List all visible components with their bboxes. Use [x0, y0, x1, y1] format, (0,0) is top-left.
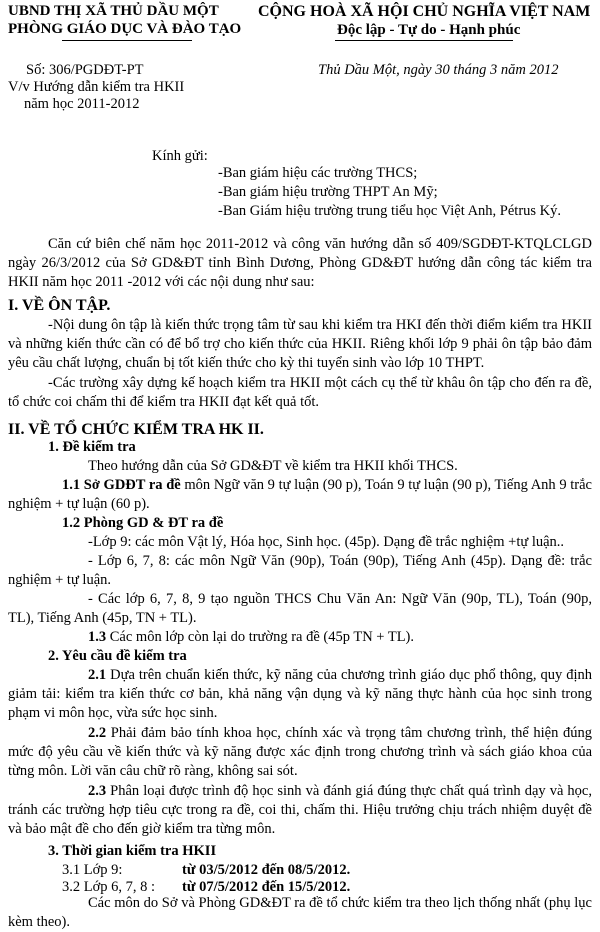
item-2-3-text: Phân loại được trình độ học sinh và đánh giá đúng thực chất quá trình dạy và học, tránh các trường hợp tiêu cực trong ra đề, coi thi, chấm thi. Hiệu trưởng chịu trách nhiệm duyệt đề và bảo mật đề cho đến giờ kiểm tra từng môn.: [8, 783, 592, 837]
department-underline: [62, 40, 192, 41]
place-date: Thủ Dầu Một, ngày 30 tháng 3 năm 2012: [318, 62, 559, 78]
item-2-1-label: 2.1: [88, 667, 107, 683]
subsection-1-title: 1. Đề kiểm tra: [48, 439, 136, 455]
timing-grade9-label: 3.1 Lớp 9:: [62, 862, 123, 878]
item-1-1-text: môn Ngữ văn 9 tự luận (90 p), Toán 9 tự luận (90 p), Tiếng Anh 9 trắc nghiệm + tự luận (60 p).: [8, 477, 592, 512]
timing-grade9-value: từ 03/5/2012 đến 08/5/2012.: [182, 862, 351, 878]
intro-paragraph: Căn cứ biên chế năm học 2011-2012 và công văn hướng dẫn số 409/SGDĐT-KTQLCLGD ngày 26/3/2012 của Sở GD&ĐT tỉnh Bình Dương, Phòng GD&ĐT hướng dẫn công tác kiểm tra HKII năm học 2011 -2012 với các nội dung như sau:: [8, 236, 592, 290]
subsection-2-title: 2. Yêu cầu đề kiểm tra: [48, 648, 187, 664]
item-1-2-grade9: -Lớp 9: các môn Vật lý, Hóa học, Sinh học. (45p). Dạng đề trắc nghiệm +tự luận..: [88, 534, 565, 550]
national-title: CỘNG HOÀ XÃ HỘI CHỦ NGHĨA VIỆT NAM: [258, 3, 591, 20]
item-1-2-chu-van-an: - Các lớp 6, 7, 8, 9 tạo nguồn THCS Chu Văn An: Ngữ Văn (90p, TL), Toán (90p, TL), Tiếng Anh (45p, TN + TL).: [8, 591, 592, 626]
section-1-paragraph-2: -Các trường xây dựng kế hoạch kiểm tra HKII một cách cụ thể từ khâu ôn tập cho đến ra đề, tổ chức coi chấm thi để kiểm tra HKII đạt kết quả tốt.: [8, 375, 592, 410]
section-2-title: II. VỀ TỔ CHỨC KIỂM TRA HK II.: [8, 421, 264, 438]
item-1-1-label: 1.1 Sở GDĐT ra đề: [62, 477, 181, 493]
timing-grades678-value: từ 07/5/2012 đến 15/5/2012.: [182, 879, 351, 895]
section-1-title: I. VỀ ÔN TẬP.: [8, 297, 111, 314]
item-2-3-label: 2.3: [88, 783, 107, 799]
timing-grades678-label: 3.2 Lớp 6, 7, 8 :: [62, 879, 156, 895]
item-1-3-text: Các môn lớp còn lại do trường ra đề (45p TN + TL).: [106, 629, 415, 645]
item-2-2-label: 2.2: [88, 725, 107, 741]
item-2-2-text: Phải đảm bảo tính khoa học, chính xác và trọng tâm chương trình, thể hiện đúng mức độ yêu cầu về kiến thức và kỹ năng được xác định trong chương trình và sách giáo khoa của từng môn. Lời văn câu chữ rõ ràng, không sai sót.: [8, 725, 592, 779]
item-1-3-label: 1.3: [88, 629, 107, 645]
subsection-3-title: 3. Thời gian kiểm tra HKII: [48, 843, 217, 859]
closing-paragraph: Các môn do Sở và Phòng GD&ĐT ra đề tổ chức kiểm tra theo lịch thống nhất (phụ lục kèm theo).: [8, 895, 592, 930]
item-2-3: [8, 782, 592, 839]
document-number: Số: 306/PGDĐT-PT: [26, 62, 144, 78]
recipient-item: -Ban giám hiệu các trường THCS;: [218, 165, 418, 181]
item-2-1-text: Dựa trên chuẩn kiến thức, kỹ năng của chương trình giáo dục phổ thông, quy định giảm tải: kiểm tra kiến thức cơ bản, khả năng vận dụng và kỹ năng thực hành của học sinh trong phạm vi môn học, vừa sức học sinh.: [8, 667, 592, 721]
recipient-item: -Ban giám hiệu trường THPT An Mỹ;: [218, 184, 438, 200]
item-1-2-grades678: - Lớp 6, 7, 8: các môn Ngữ Văn (90p), Toán (90p), Tiếng Anh (45p). Dạng đề: trắc nghiệm + tự luận.: [8, 553, 592, 588]
item-2-2: [8, 724, 592, 781]
subject-line-1: V/v Hướng dẫn kiểm tra HKII: [8, 79, 185, 95]
recipients-label: Kính gửi:: [152, 148, 208, 164]
agency-name: UBND THỊ XÃ THỦ DẦU MỘT: [8, 3, 219, 19]
recipient-item: -Ban Giám hiệu trường trung tiểu học Việt Anh, Pétrus Ký.: [218, 203, 562, 219]
department-name: PHÒNG GIÁO DỤC VÀ ĐÀO TẠO: [8, 21, 242, 37]
item-1-3: [88, 628, 414, 647]
subject-line-2: năm học 2011-2012: [24, 96, 140, 112]
item-1-2-title: 1.2 Phòng GD & ĐT ra đề: [62, 515, 224, 531]
item-2-1: [8, 666, 592, 723]
item-1-1: [8, 476, 592, 514]
national-motto: Độc lập - Tự do - Hạnh phúc: [337, 22, 521, 38]
section-1-paragraph-1: -Nội dung ôn tập là kiến thức trọng tâm từ sau khi kiểm tra HKI đến thời điểm kiểm tra HKII và những kiến thức cần có để bổ trợ cho kiến thức của HKII. Riêng khối lớp 9 phải ôn tập bảo đảm yêu cầu chất lượng, chuẩn bị tốt kiến thức cho kỳ thi tuyển sinh vào lớp 10 THPT.: [8, 317, 592, 371]
subsection-1-intro: Theo hướng dẫn của Sở GD&ĐT về kiểm tra HKII khối THCS.: [88, 458, 458, 474]
motto-underline: [335, 40, 513, 41]
